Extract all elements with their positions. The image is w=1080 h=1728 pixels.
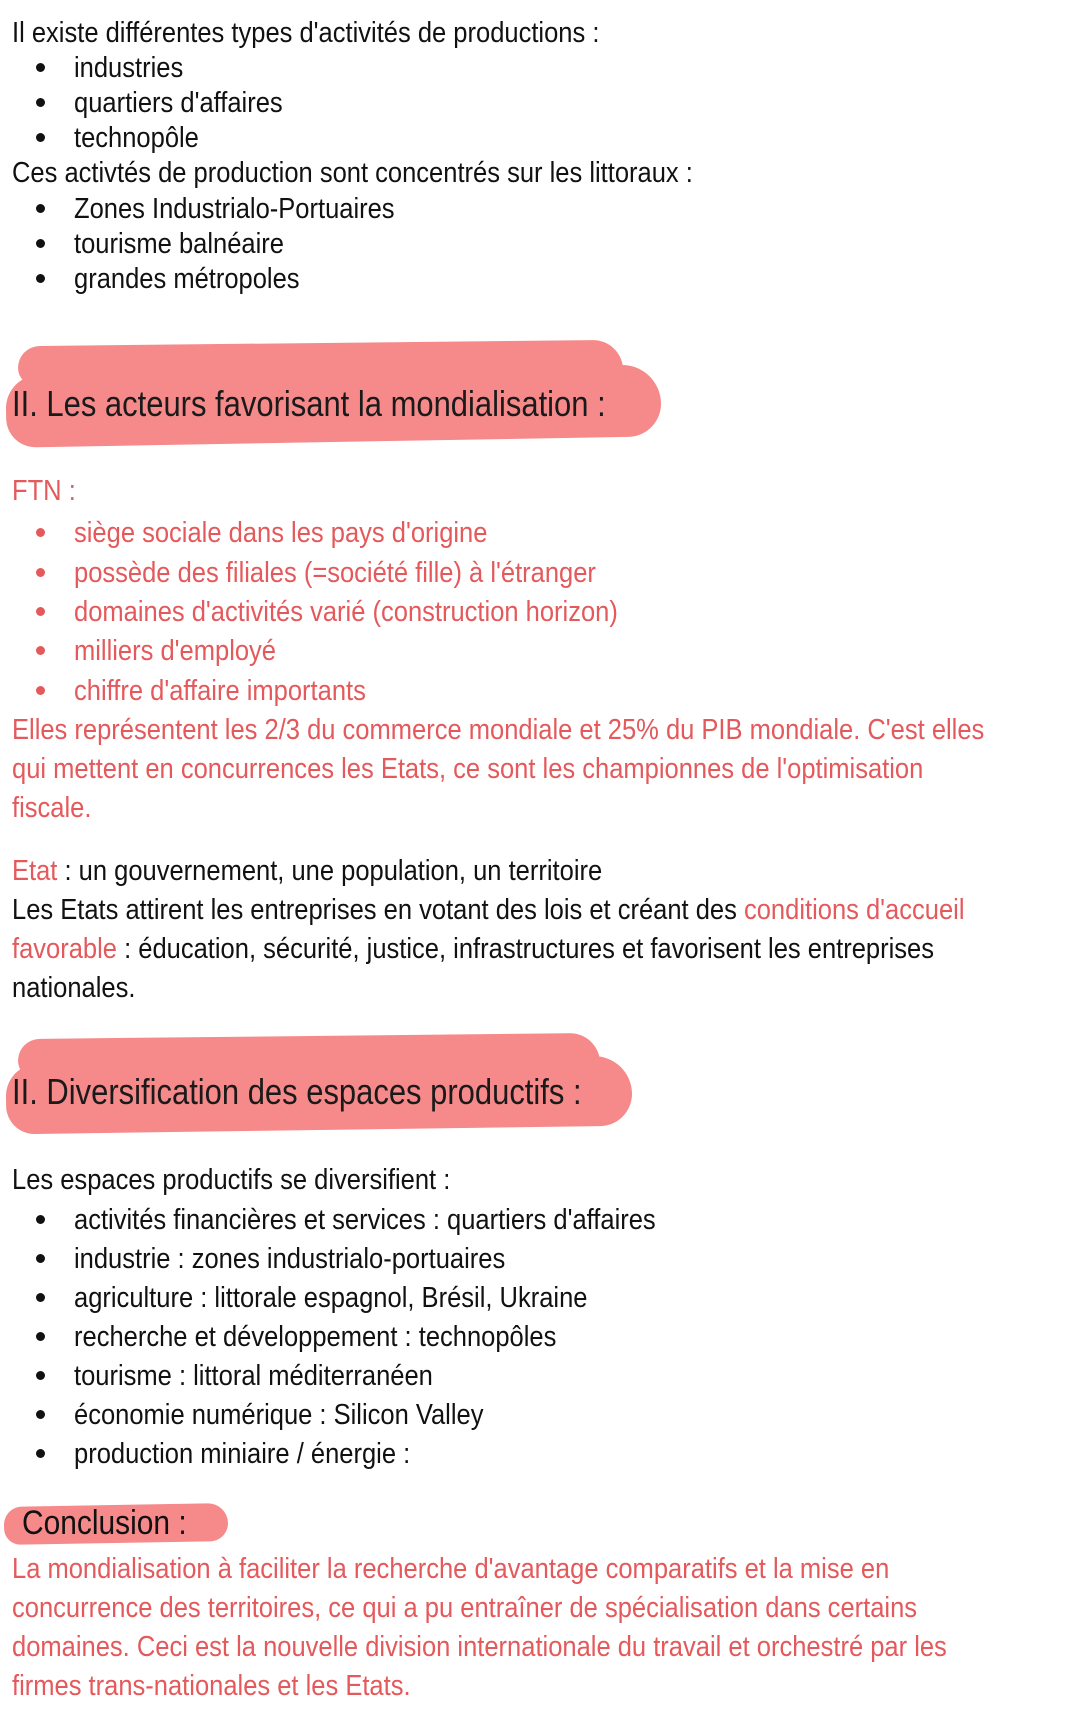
list-item: recherche et développement : technopôles: [74, 1321, 557, 1353]
list-item: agriculture : littorale espagnol, Brésil, Ukraine: [74, 1282, 588, 1314]
bullet-dot: [36, 646, 45, 655]
etat-highlight-text: conditions d'accueil: [743, 894, 965, 926]
conclusion-heading: Conclusion :: [22, 1504, 187, 1542]
list-item: possède des filiales (=société fille) à l'étranger: [74, 557, 596, 589]
conclusion-line: La mondialisation à faciliter la recherche d'avantage comparatifs et la mise en: [12, 1553, 890, 1585]
list-item: milliers d'employé: [74, 635, 277, 667]
section-heading-acteurs: II. Les acteurs favorisant la mondialisation :: [12, 383, 606, 424]
ftn-paragraph-line: fiscale.: [12, 792, 92, 824]
bullet-dot: [36, 1293, 45, 1302]
bullet-dot: [36, 204, 45, 213]
bullet-dot: [36, 686, 45, 695]
bullet-dot: [36, 1410, 45, 1419]
list-item: Zones Industrialo-Portuaires: [74, 193, 395, 225]
intro-line-2: Ces activtés de production sont concentrés sur les littoraux :: [12, 157, 693, 189]
list-item: tourisme : littoral méditerranéen: [74, 1360, 433, 1392]
etat-text: : éducation, sécurité, justice, infrastructures et favorisent les entreprises: [116, 933, 935, 965]
bullet-dot: [36, 133, 45, 142]
ftn-paragraph-line: qui mettent en concurrences les Etats, ce sont les championnes de l'optimisation: [12, 753, 924, 785]
bullet-dot: [36, 1254, 45, 1263]
bullet-dot: [36, 98, 45, 107]
section-heading-espaces: II. Diversification des espaces productifs :: [12, 1071, 582, 1112]
etat-paragraph-line: [12, 891, 964, 929]
list-item: chiffre d'affaire importants: [74, 675, 366, 707]
bullet-dot: [36, 1371, 45, 1380]
list-item: tourisme balnéaire: [74, 228, 284, 260]
etat-highlight-text: favorable: [12, 933, 117, 965]
list-item: technopôle: [74, 122, 199, 154]
bullet-dot: [36, 239, 45, 248]
etat-text: Les Etats attirent les entreprises en votant des lois et créant des: [12, 894, 744, 926]
etat-label: Etat: [12, 855, 58, 887]
conclusion-line: concurrence des territoires, ce qui a pu entraîner de spécialisation dans certains: [12, 1592, 918, 1624]
bullet-dot: [36, 568, 45, 577]
etat-definition-text: : un gouvernement, une population, un territoire: [57, 855, 603, 887]
list-item: quartiers d'affaires: [74, 87, 283, 119]
etat-paragraph-line: [12, 930, 934, 968]
bullet-dot: [36, 607, 45, 616]
etat-paragraph-line: nationales.: [12, 972, 136, 1004]
conclusion-line: domaines. Ceci est la nouvelle division internationale du travail et orchestré par les: [12, 1631, 947, 1663]
bullet-dot: [36, 1449, 45, 1458]
conclusion-line: firmes trans-nationales et les Etats.: [12, 1670, 411, 1702]
ftn-label: FTN :: [12, 475, 76, 507]
bullet-dot: [36, 528, 45, 537]
espaces-intro: Les espaces productifs se diversifient :: [12, 1164, 451, 1196]
list-item: domaines d'activités varié (construction horizon): [74, 596, 618, 628]
bullet-dot: [36, 1332, 45, 1341]
bullet-dot: [36, 1215, 45, 1224]
list-item: siège sociale dans les pays d'origine: [74, 517, 488, 549]
etat-definition: [12, 852, 602, 890]
list-item: économie numérique : Silicon Valley: [74, 1399, 484, 1431]
intro-line-1: Il existe différentes types d'activités de productions :: [12, 17, 600, 49]
list-item: activités financières et services : quartiers d'affaires: [74, 1204, 656, 1236]
list-item: industries: [74, 52, 184, 84]
bullet-dot: [36, 63, 45, 72]
list-item: grandes métropoles: [74, 263, 300, 295]
bullet-dot: [36, 274, 45, 283]
ftn-paragraph-line: Elles représentent les 2/3 du commerce mondiale et 25% du PIB mondiale. C'est elles: [12, 714, 985, 746]
list-item: industrie : zones industrialo-portuaires: [74, 1243, 506, 1275]
list-item: production miniaire / énergie :: [74, 1438, 411, 1470]
